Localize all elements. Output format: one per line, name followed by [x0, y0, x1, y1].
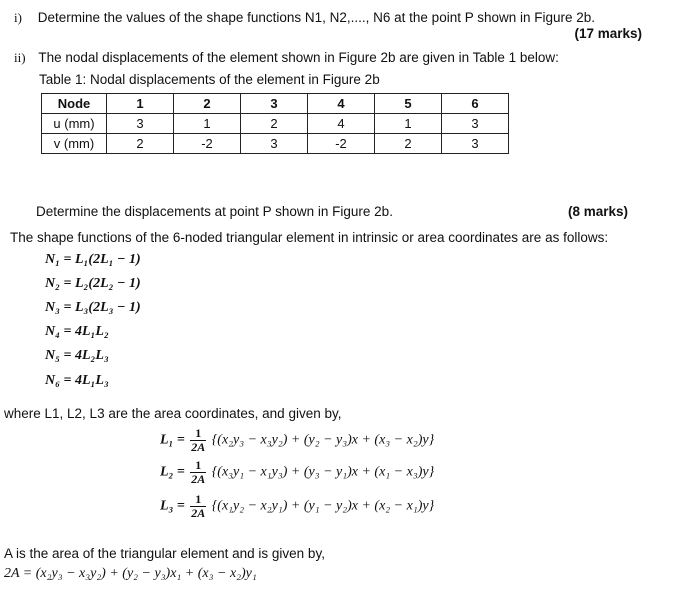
table-cell: 3 [442, 114, 509, 134]
table-cell: 2 [107, 134, 174, 154]
area-coordinate-eq [160, 493, 434, 520]
table-cell: -2 [174, 134, 241, 154]
q1-line [14, 10, 595, 26]
table-cell: 1 [174, 114, 241, 134]
shape-function: N₅ = 4L₂L₃ [45, 348, 109, 363]
table-cell: 3 [241, 134, 308, 154]
table-cell: 2 [375, 134, 442, 154]
area-coordinate-eq [160, 459, 434, 486]
eq-rhs: {(x₁y₂ − x₂y₁) + (y₁ − y₂)x + (x₂ − x₁)y} [211, 498, 435, 514]
table-caption: Table 1: Nodal displacements of the element in Figure 2b [39, 72, 380, 87]
shape-function: N₃ = L₃(2L₃ − 1) [45, 300, 141, 315]
table-row [42, 114, 509, 134]
table-header-row [42, 94, 509, 114]
area-formula: 2A = (x₂y₃ − x₃y₂) + (y₂ − y₃)x₁ + (x₃ − x₂)y₁ [4, 566, 257, 581]
table-row-label: u (mm) [42, 114, 107, 134]
shape-function: N₂ = L₂(2L₂ − 1) [45, 276, 141, 291]
q2-line [14, 50, 559, 66]
table-cell: 2 [241, 114, 308, 134]
q1-text: Determine the values of the shape functions N1, N2,...., N6 at the point P shown in Figure 2b. [37, 10, 596, 25]
eq-rhs: {(x₃y₁ − x₁y₃) + (y₃ − y₁)x + (x₁ − x₃)y} [211, 464, 435, 480]
eq-rhs: {(x₂y₃ − x₃y₂) + (y₂ − y₃)x + (x₃ − x₂)y} [211, 432, 435, 448]
eq-fraction [190, 459, 206, 486]
shape-function: N₄ = 4L₁L₂ [45, 324, 109, 339]
fraction-numerator: 1 [195, 492, 202, 506]
q2-text: The nodal displacements of the element shown in Figure 2b are given in Table 1 below: [38, 50, 559, 65]
table-header-cell: 5 [375, 94, 442, 114]
table-header-cell: 2 [174, 94, 241, 114]
table-header-cell: 6 [442, 94, 509, 114]
fraction-denominator: 2A [191, 472, 206, 486]
area-coords-intro: where L1, L2, L3 are the area coordinates, and given by, [4, 406, 342, 421]
table-header-cell: Node [42, 94, 107, 114]
fraction-numerator: 1 [195, 426, 202, 440]
shape-functions-intro: The shape functions of the 6-noded triangular element in intrinsic or area coordinates are as follows: [10, 230, 609, 245]
q2-marks: (8 marks) [567, 204, 628, 219]
q2-task: Determine the displacements at point P shown in Figure 2b. [36, 204, 393, 219]
table-cell: 3 [442, 134, 509, 154]
table-cell: 3 [107, 114, 174, 134]
area-coordinate-eq [160, 427, 434, 454]
table-cell: 1 [375, 114, 442, 134]
table-row [42, 134, 509, 154]
fraction-denominator: 2A [191, 506, 206, 520]
table-cell: 4 [308, 114, 375, 134]
table-header-cell: 1 [107, 94, 174, 114]
table-header-cell: 4 [308, 94, 375, 114]
q2-numeral: ii) [14, 50, 26, 65]
nodal-displacement-table [41, 93, 509, 154]
table-header-cell: 3 [241, 94, 308, 114]
eq-lhs: L₂ = [160, 464, 185, 480]
area-note: A is the area of the triangular element and is given by, [4, 546, 325, 561]
shape-function: N₆ = 4L₁L₃ [45, 373, 109, 388]
table-row-label: v (mm) [42, 134, 107, 154]
eq-lhs: L₁ = [160, 432, 185, 448]
eq-fraction [190, 427, 206, 454]
eq-lhs: L₃ = [160, 498, 185, 514]
q1-marks: (17 marks) [574, 26, 642, 41]
shape-function: N₁ = L₁(2L₁ − 1) [45, 252, 141, 267]
fraction-numerator: 1 [195, 458, 202, 472]
table-cell: -2 [308, 134, 375, 154]
q1-numeral: i) [14, 10, 22, 25]
fraction-denominator: 2A [191, 440, 206, 454]
eq-fraction [190, 493, 206, 520]
